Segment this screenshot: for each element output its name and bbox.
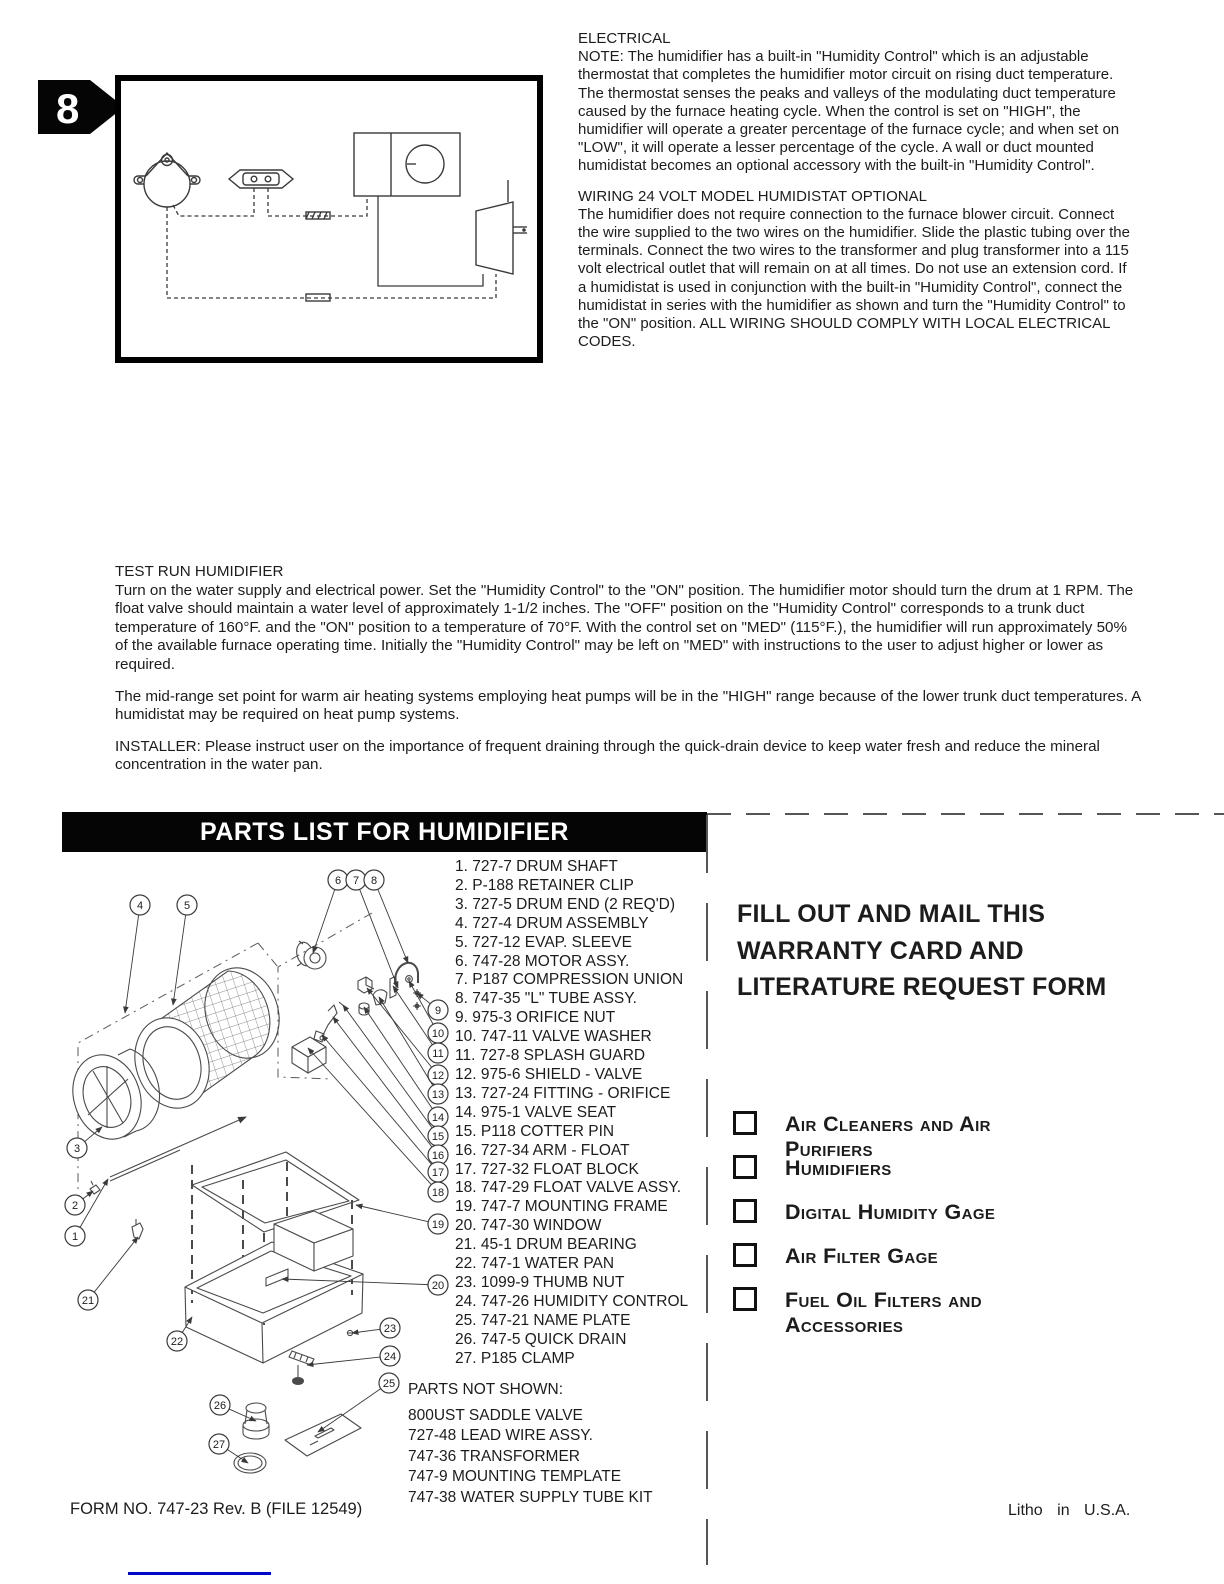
parts-list-item: 4. 727-4 DRUM ASSEMBLY (455, 914, 649, 932)
callout-number-22: 22 (170, 1335, 184, 1348)
parts-list-item: 3. 727-5 DRUM END (2 REQ'D) (455, 895, 676, 913)
parts-not-shown-item: 747-36 TRANSFORMER (408, 1447, 580, 1465)
callout-number-21: 21 (81, 1294, 95, 1307)
callout-leader-17 (322, 1035, 432, 1164)
parts-list-item: 2. P-188 RETAINER CLIP (455, 876, 634, 894)
wiring-diagram-figure (115, 75, 543, 363)
parts-list-item: 27. P185 CLAMP (455, 1349, 575, 1367)
callout-number-25: 25 (382, 1377, 396, 1390)
litho-note: Litho in U.S.A. (1008, 1502, 1131, 1519)
warranty-heading-line1: FILL OUT AND MAIL THIS (737, 900, 1046, 928)
parts-list-item: 7. P187 COMPRESSION UNION (455, 971, 684, 989)
electrical-note: NOTE: The humidifier has a built-in "Humidity Control" which is an adjustable thermostat that completes the humidifier motor circuit on rising duct temperature. The thermostat senses the peaks and valleys of the modulating duct temperature caused by the furnace heating cycle. When the control is set on "HIGH", the humidifier will operate a greater percentage of the furnace cycle; and when set on "LOW", it will operate a lesser percentage of the cycle. A wall or duct mounted humidistat becomes an optional accessory with the built-in "Humidity Control". (578, 48, 1120, 175)
callout-number-4: 4 (136, 899, 144, 912)
callout-leader-26 (229, 1409, 256, 1421)
checkbox[interactable] (733, 1287, 757, 1311)
literature-option-label: Humidifiers (785, 1156, 892, 1180)
parts-list-item: 26. 747-5 QUICK DRAIN (455, 1330, 627, 1348)
literature-option-label: Fuel Oil Filters and Accessories (785, 1288, 982, 1337)
callout-leader-2 (83, 1191, 93, 1199)
callout-number-13: 13 (431, 1088, 445, 1101)
callout-number-7: 7 (352, 874, 360, 887)
wiring-body: The humidifier does not require connection to the furnace blower circuit. Connect the wire supplied to the two wires on the humidifier. Slide the plastic tubing over the terminals. Connect the two wires to the transformer and plug transformer into a 115 volt electrical outlet that will remain on at all times. Do not use an extension cord. If a humidistat is used in conjunction with the built-in "Humidity Control", connect the humidistat in series with the humidifier as shown and turn the "Humidity Control" to the "ON" position. ALL WIRING SHOULD COMPLY WITH LOCAL ELECTRICAL CODES. (578, 205, 1130, 351)
warranty-heading-line2: WARRANTY CARD AND (737, 936, 1024, 965)
terminal-connector-symbol (229, 170, 293, 188)
callout-number-12: 12 (431, 1069, 445, 1082)
callout-number-10: 10 (431, 1027, 445, 1040)
literature-option-row (733, 1244, 1163, 1288)
figure-number-flag (38, 80, 124, 136)
callout-leader-12 (367, 988, 432, 1067)
exploded-parts-figure (60, 855, 450, 1490)
callout-number-5: 5 (183, 899, 191, 912)
clamp-shape (234, 1453, 266, 1473)
parts-list-item: 8. 747-35 "L" TUBE ASSY. (455, 990, 637, 1008)
parts-list-item: 10. 747-11 VALVE WASHER (455, 1028, 652, 1046)
callout-leader-11 (393, 986, 432, 1045)
callout-number-17: 17 (431, 1166, 445, 1179)
dashed-separator-vertical (706, 815, 708, 1565)
callout-leader-22 (182, 1317, 192, 1333)
callout-leader-15 (343, 1005, 432, 1128)
parts-list-item: 20. 747-30 WINDOW (455, 1217, 602, 1235)
electrical-section (578, 30, 1130, 351)
electrical-heading: ELECTRICAL (578, 30, 671, 47)
l-tube-shape (395, 963, 421, 1010)
callout-leader-23 (352, 1329, 380, 1333)
evap-sleeve-shape (124, 958, 291, 1118)
parts-list-item: 19. 747-7 MOUNTING FRAME (455, 1198, 668, 1216)
callout-leader-18 (308, 1048, 431, 1185)
valve-parts-cluster (314, 976, 412, 1042)
callout-layer (65, 870, 448, 1463)
parts-list-item: 6. 747-28 MOTOR ASSY. (455, 952, 630, 970)
parts-list-item: 9. 975-3 ORIFICE NUT (455, 1009, 616, 1027)
parts-list-item: 16. 727-34 ARM - FLOAT (455, 1141, 630, 1159)
parts-list-title: PARTS LIST FOR HUMIDIFIER (200, 817, 569, 846)
checkbox[interactable] (733, 1199, 757, 1223)
figure-number: 8 (56, 85, 80, 132)
parts-list-item: 13. 727-24 FITTING - ORIFICE (455, 1084, 671, 1102)
callout-number-15: 15 (431, 1130, 445, 1143)
parts-list-item: 24. 747-26 HUMIDITY CONTROL (455, 1292, 689, 1310)
parts-list-item: 23. 1099-9 THUMB NUT (455, 1273, 625, 1291)
callout-number-27: 27 (212, 1438, 226, 1451)
print-registration-mark (128, 1572, 271, 1575)
callout-leader-5 (173, 915, 186, 1005)
parts-not-shown-item: 747-38 WATER SUPPLY TUBE KIT (408, 1488, 653, 1506)
literature-option-row (733, 1112, 1163, 1161)
parts-not-shown-item: 800UST SADDLE VALVE (408, 1407, 583, 1424)
callout-number-3: 3 (73, 1142, 81, 1155)
checkbox[interactable] (733, 1243, 757, 1267)
callout-number-14: 14 (431, 1111, 445, 1124)
literature-option-row (733, 1288, 1163, 1337)
callout-number-18: 18 (431, 1186, 445, 1199)
test-run-para1: Turn on the water supply and electrical power. Set the "Humidity Control" to the "ON" position. The humidifier motor should turn the drum at 1 RPM. The float valve should maintain a water level of approximately 1-1/2 inches. The "OFF" position on the "Humidity Control" corresponds to a trunk duct temperature of 160°F. and the "ON" position to a temperature of 70°F. With the control set on "MED" (115°F.), the humidifier will run approximately 50% of the available furnace operating time. Initially the "Humidity Control" may be left on "MED" with instructions to the user to adjust higher or lower as required. (115, 581, 1134, 673)
flag-shape (38, 80, 124, 134)
parts-list-item: 25. 747-21 NAME PLATE (455, 1311, 631, 1329)
parts-not-shown-list (408, 1406, 688, 1508)
water-pan-shape (185, 1211, 363, 1363)
exploded-parts-diagram (60, 855, 450, 1490)
checkbox[interactable] (733, 1155, 757, 1179)
humidity-control-symbol (354, 133, 460, 196)
parts-list-item: 18. 747-29 FLOAT VALVE ASSY. (455, 1179, 682, 1197)
dashed-separator-horizontal (707, 813, 1224, 815)
warranty-heading (737, 896, 1157, 1006)
form-number: FORM NO. 747-23 Rev. B (FILE 12549) (70, 1500, 363, 1518)
parts-list-item: 15. P118 COTTER PIN (455, 1122, 615, 1140)
test-run-heading: TEST RUN HUMIDIFIER (115, 563, 284, 580)
splash-guard-shape (292, 1037, 326, 1073)
parts-not-shown-section (408, 1381, 688, 1508)
parts-list-item: 5. 727-12 EVAP. SLEEVE (455, 933, 632, 951)
parts-list-item: 12. 975-6 SHIELD - VALVE (455, 1065, 643, 1083)
test-run-para2: The mid-range set point for warm air heating systems employing heat pumps will be in the "HIGH" range because of the lower trunk duct temperatures. A humidistat may be required on heat pump systems. (115, 687, 1141, 724)
parts-list (455, 858, 705, 1368)
wiring-diagram (121, 81, 537, 357)
callout-number-19: 19 (431, 1218, 445, 1231)
callout-number-20: 20 (431, 1279, 445, 1292)
callout-number-9: 9 (434, 1004, 442, 1017)
checkbox[interactable] (733, 1111, 757, 1135)
callout-number-2: 2 (71, 1199, 79, 1212)
callout-number-8: 8 (370, 874, 378, 887)
wiring-heading: WIRING 24 VOLT MODEL HUMIDISTAT OPTIONAL (578, 187, 927, 205)
parts-list-item: 14. 975-1 VALVE SEAT (455, 1103, 617, 1121)
test-run-para3: INSTALLER: Please instruct user on the importance of frequent draining through the quick-drain device to keep water fresh and reduce the mineral concentration in the water pan. (115, 737, 1100, 774)
wiring-lines (167, 188, 496, 301)
literature-option-row (733, 1200, 1163, 1244)
parts-list-item: 17. 727-32 FLOAT BLOCK (455, 1160, 639, 1178)
transformer-plug-symbol (476, 180, 527, 274)
motor-symbol (134, 153, 200, 207)
callout-leader-8 (378, 889, 408, 963)
humidity-control-part-shape (289, 1351, 314, 1385)
parts-list-item: 21. 45-1 DRUM BEARING (455, 1236, 637, 1254)
callout-leader-25 (318, 1389, 381, 1432)
callout-leader-6 (313, 889, 335, 953)
callout-leader-7 (360, 889, 398, 988)
callout-number-23: 23 (383, 1322, 397, 1335)
literature-option-label: Air Filter Gage (785, 1244, 939, 1268)
callout-number-26: 26 (213, 1399, 227, 1412)
tubing-symbol (306, 212, 330, 301)
parts-not-shown-heading: PARTS NOT SHOWN: (408, 1381, 564, 1398)
callout-number-6: 6 (334, 874, 342, 887)
parts-list-item: 1. 727-7 DRUM SHAFT (455, 858, 618, 875)
callout-number-24: 24 (383, 1350, 397, 1363)
parts-not-shown-item: 747-9 MOUNTING TEMPLATE (408, 1468, 622, 1486)
literature-option-label: Air Cleaners and Air Purifiers (785, 1112, 991, 1161)
parts-list-item: 11. 727-8 SPLASH GUARD (455, 1047, 646, 1065)
name-plate-shape (285, 1414, 361, 1456)
parts-not-shown-item: 727-48 LEAD WIRE ASSY. (408, 1427, 593, 1445)
drum-bearing-shape (132, 1219, 143, 1239)
callout-number-16: 16 (431, 1149, 445, 1162)
warranty-heading-line3: LITERATURE REQUEST FORM (737, 973, 1107, 1001)
callout-number-11: 11 (432, 1047, 444, 1060)
callout-leader-24 (307, 1357, 380, 1365)
callout-leader-21 (94, 1237, 138, 1292)
test-run-section (115, 563, 1143, 775)
callout-number-1: 1 (71, 1230, 79, 1243)
parts-list-item: 22. 747-1 WATER PAN (455, 1255, 615, 1273)
callout-leader-16 (333, 1017, 432, 1147)
callout-leader-14 (364, 1007, 432, 1109)
literature-request-options (733, 1112, 1163, 1337)
parts-list-banner (62, 812, 707, 852)
literature-option-label: Digital Humidity Gage (785, 1200, 996, 1224)
callout-leader-19 (356, 1205, 428, 1222)
callout-leader-4 (125, 915, 139, 1013)
literature-option-row (733, 1156, 1163, 1200)
